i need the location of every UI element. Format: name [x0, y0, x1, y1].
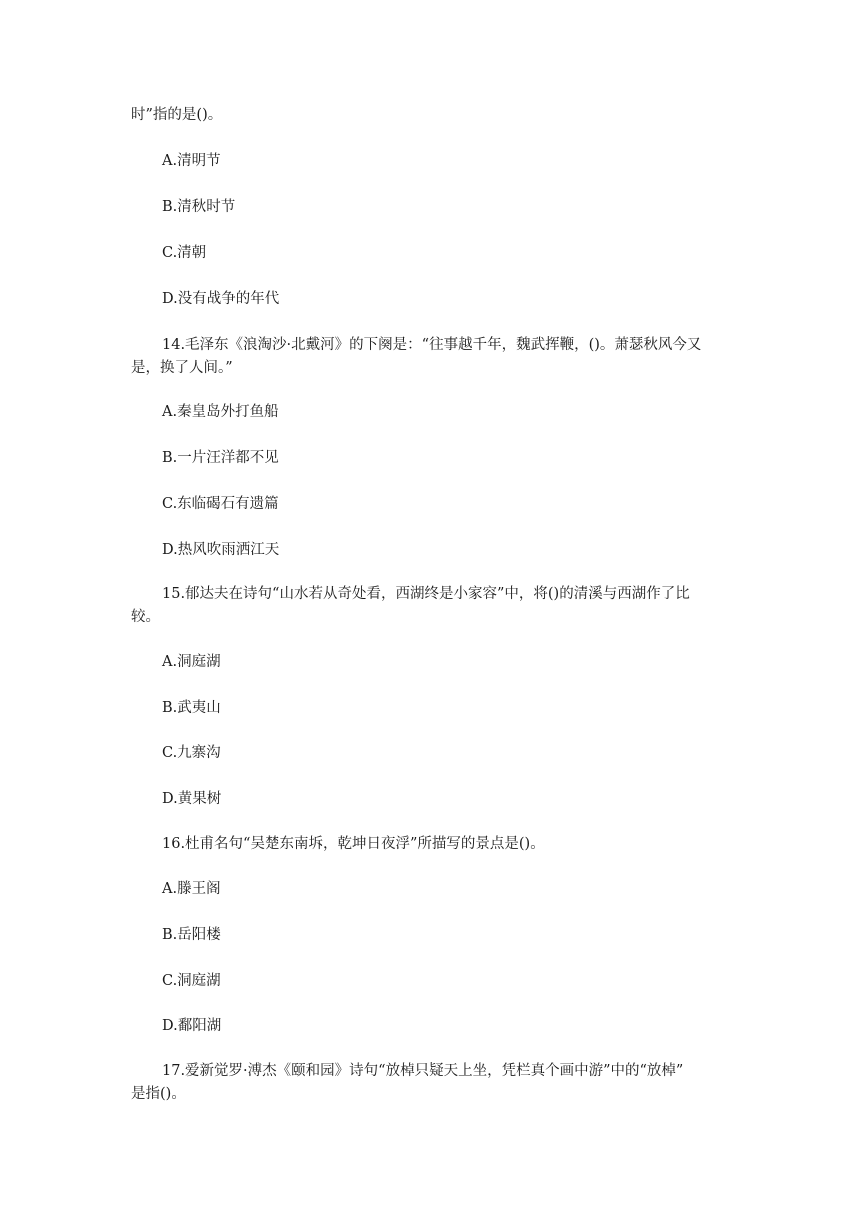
- q16-text: 16.杜甫名句“吴楚东南坼，乾坤日夜浮”所描写的景点是()。: [162, 836, 545, 852]
- q15-option-b: B.武夷山: [162, 700, 221, 716]
- q14-text-line2: 是，换了人间。”: [131, 360, 233, 376]
- q17-text-line1: 17.爱新觉罗·溥杰《颐和园》诗句“放棹只疑天上坐，凭栏真个画中游”中的“放棹”: [162, 1063, 684, 1079]
- q13-option-d: D.没有战争的年代: [162, 291, 280, 307]
- q14-option-d: D.热风吹雨洒江天: [162, 542, 280, 558]
- q15-option-d: D.黄果树: [162, 791, 222, 807]
- q13-option-b: B.清秋时节: [162, 199, 236, 215]
- q14-text-line1: 14.毛泽东《浪淘沙·北戴河》的下阕是：“往事越千年，魏武挥鞭，()。萧瑟秋风今又: [162, 337, 702, 353]
- q16-option-a: A.滕王阁: [162, 881, 221, 897]
- q14-option-c: C.东临碣石有遗篇: [162, 496, 279, 512]
- q15-text-line2: 较。: [131, 609, 160, 625]
- q14-option-a: A.秦皇岛外打鱼船: [162, 404, 279, 420]
- q15-option-a: A.洞庭湖: [162, 654, 221, 670]
- q15-option-c: C.九寨沟: [162, 745, 221, 761]
- q13-option-a: A.清明节: [162, 153, 221, 169]
- q15-text-line1: 15.郁达夫在诗句“山水若从奇处看，西湖终是小家容”中，将()的清溪与西湖作了比: [162, 586, 690, 602]
- q14-option-b: B.一片汪洋都不见: [162, 450, 279, 466]
- q13-option-c: C.清朝: [162, 245, 207, 261]
- q16-option-c: C.洞庭湖: [162, 973, 221, 989]
- question-fragment: 时”指的是()。: [131, 107, 223, 123]
- q17-text-line2: 是指()。: [131, 1086, 186, 1102]
- q16-option-b: B.岳阳楼: [162, 927, 221, 943]
- q16-option-d: D.鄱阳湖: [162, 1018, 222, 1034]
